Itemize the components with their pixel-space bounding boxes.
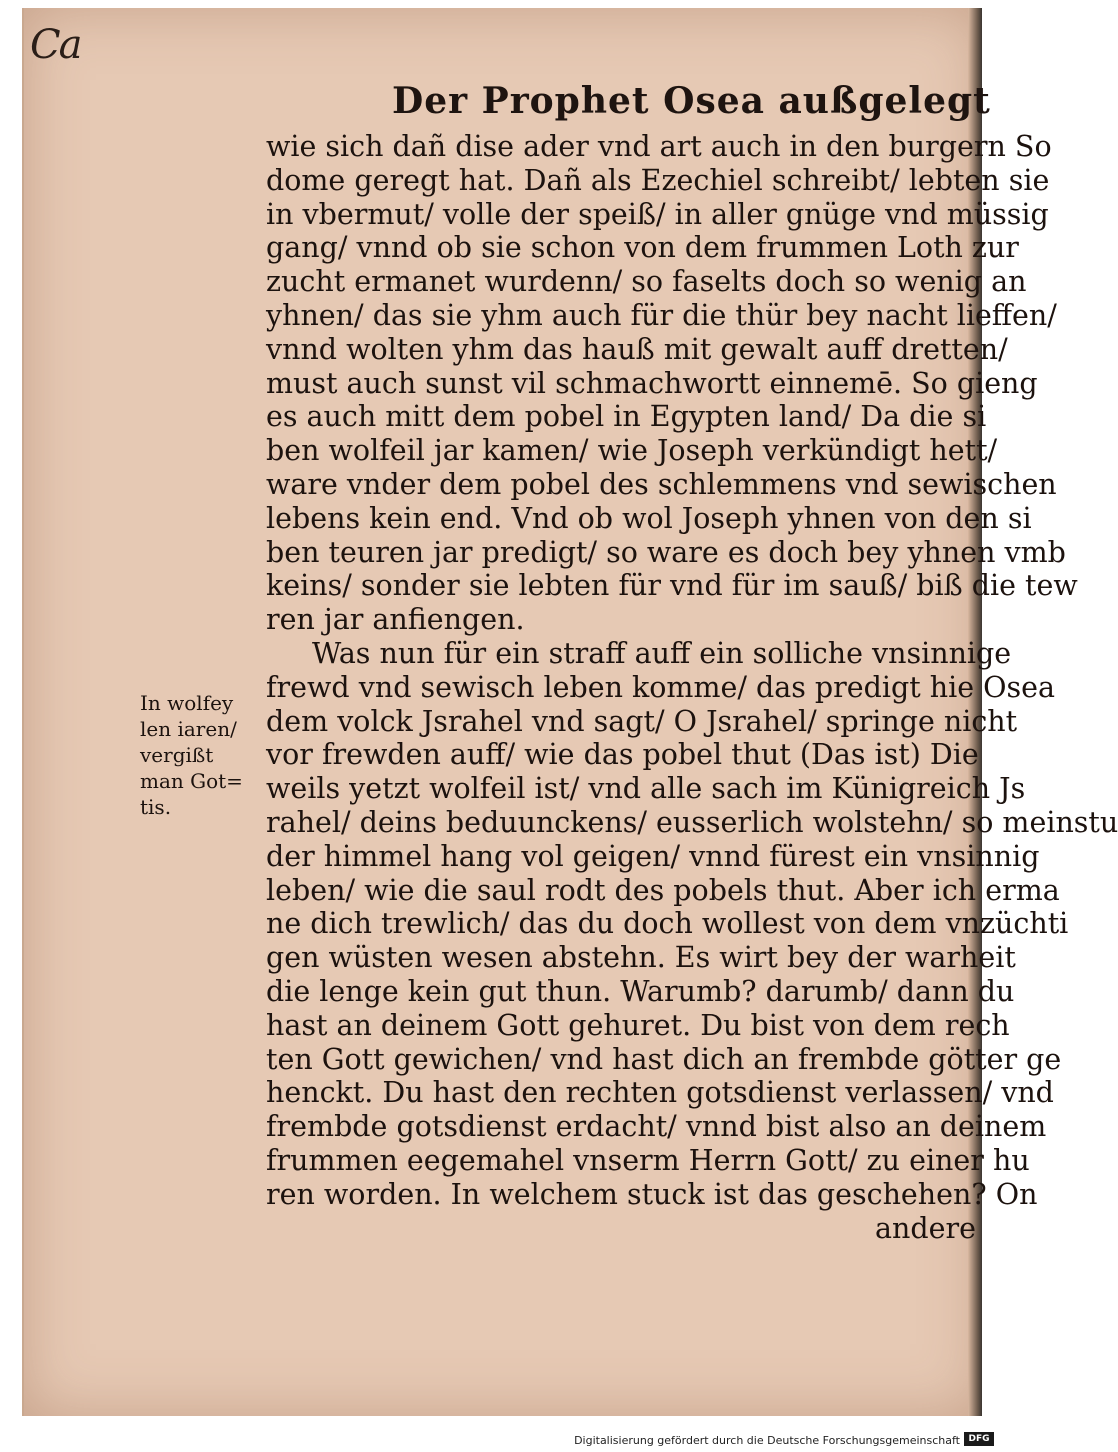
- text-line: die lenge kein gut thun. Warumb? darumb/ dann du: [266, 974, 1015, 1008]
- text-line: ne dich trewlich/ das du doch wollest von dem vnzüchti: [266, 907, 1069, 941]
- footer-bar: [0, 1420, 1000, 1452]
- text-line: yhnen/ das sie yhm auch für die thür bey nacht lieffen/: [266, 298, 1057, 332]
- margin-note-line: vergißt: [140, 743, 214, 767]
- margin-note-line: man Got=: [140, 769, 243, 793]
- catchword: andere: [875, 1211, 976, 1245]
- footer-credit: Digitalisierung gefördert durch die Deutsche Forschungsgemeinschaft: [574, 1434, 960, 1447]
- text-line: ren worden. In welchem stuck ist das geschehen? On: [266, 1177, 1038, 1211]
- text-line: gen wüsten wesen abstehn. Es wirt bey der warheit: [266, 941, 1016, 975]
- text-line: leben/ wie die saul rodt des pobels thut. Aber ich erma: [266, 873, 1060, 907]
- text-line: gang/ vnnd ob sie schon von dem frummen Loth zur: [266, 231, 1019, 265]
- text-line: ten Gott gewichen/ vnd hast dich an frembde götter ge: [266, 1042, 1062, 1076]
- text-line: ben teuren jar predigt/ so ware es doch bey yhnen vmb: [266, 535, 1066, 569]
- text-line: ware vnder dem pobel des schlemmens vnd sewischen: [266, 467, 1057, 501]
- text-line: weils yetzt wolfeil ist/ vnd alle sach im Künigreich Js: [266, 772, 1026, 806]
- text-line: ren jar anfiengen.: [266, 603, 525, 637]
- text-line: in vbermut/ volle der speiß/ in aller gnüge vnd müssig: [266, 197, 1049, 231]
- text-line: frembde gotsdienst erdacht/ vnnd bist also an deinem: [266, 1110, 1047, 1144]
- text-line: Was nun für ein straff auff ein solliche vnsinnige: [312, 636, 1012, 670]
- text-line: keins/ sonder sie lebten für vnd für im sauß/ biß die tew: [266, 569, 1078, 603]
- running-head: Der Prophet Osea außgelegt: [392, 80, 991, 122]
- text-line: vor frewden auff/ wie das pobel thut (Das ist) Die: [266, 738, 979, 772]
- text-line: es auch mitt dem pobel in Egypten land/ Da die si: [266, 400, 987, 434]
- margin-note: [140, 690, 265, 820]
- text-line: ben wolfeil jar kamen/ wie Joseph verkündigt hett/: [266, 434, 998, 468]
- body-text: [266, 130, 1118, 1245]
- text-line: henckt. Du hast den rechten gotsdienst verlassen/ vnd: [266, 1076, 1054, 1110]
- text-line: der himmel hang vol geigen/ vnnd fürest ein vnsinnig: [266, 839, 1040, 873]
- text-line: lebens kein end. Vnd ob wol Joseph yhnen von den si: [266, 501, 1032, 535]
- text-line: wie sich dañ dise ader vnd art auch in den burgern So: [266, 130, 1052, 163]
- margin-note-line: len iaren/: [140, 717, 237, 741]
- text-line: dem volck Jsrahel vnd sagt/ O Jsrahel/ springe nicht: [266, 704, 1018, 738]
- text-line: frewd vnd sewisch leben komme/ das predigt hie Osea: [266, 670, 1056, 704]
- text-line: must auch sunst vil schmachwortt einnemē. So gieng: [266, 366, 1038, 400]
- text-line: hast an deinem Gott gehuret. Du bist von dem rech: [266, 1008, 1010, 1042]
- text-line: frummen eegemahel vnserm Herrn Gott/ zu einer hu: [266, 1143, 1030, 1177]
- margin-note-line: tis.: [140, 795, 172, 819]
- margin-note-line: In wolfey: [140, 691, 234, 715]
- text-line: dome geregt hat. Dañ als Ezechiel schreibt/ lebten sie: [266, 163, 1050, 197]
- leaf-signature: Ca: [30, 22, 81, 68]
- text-line: rahel/ deins beduunckens/ eusserlich wolstehn/ so meinstu: [266, 805, 1118, 839]
- text-line: vnnd wolten yhm das hauß mit gewalt auff dretten/: [266, 332, 1008, 366]
- text-line: zucht ermanet wurdenn/ so faselts doch so wenig an: [266, 265, 1027, 299]
- dfg-logo: DFG: [964, 1432, 994, 1446]
